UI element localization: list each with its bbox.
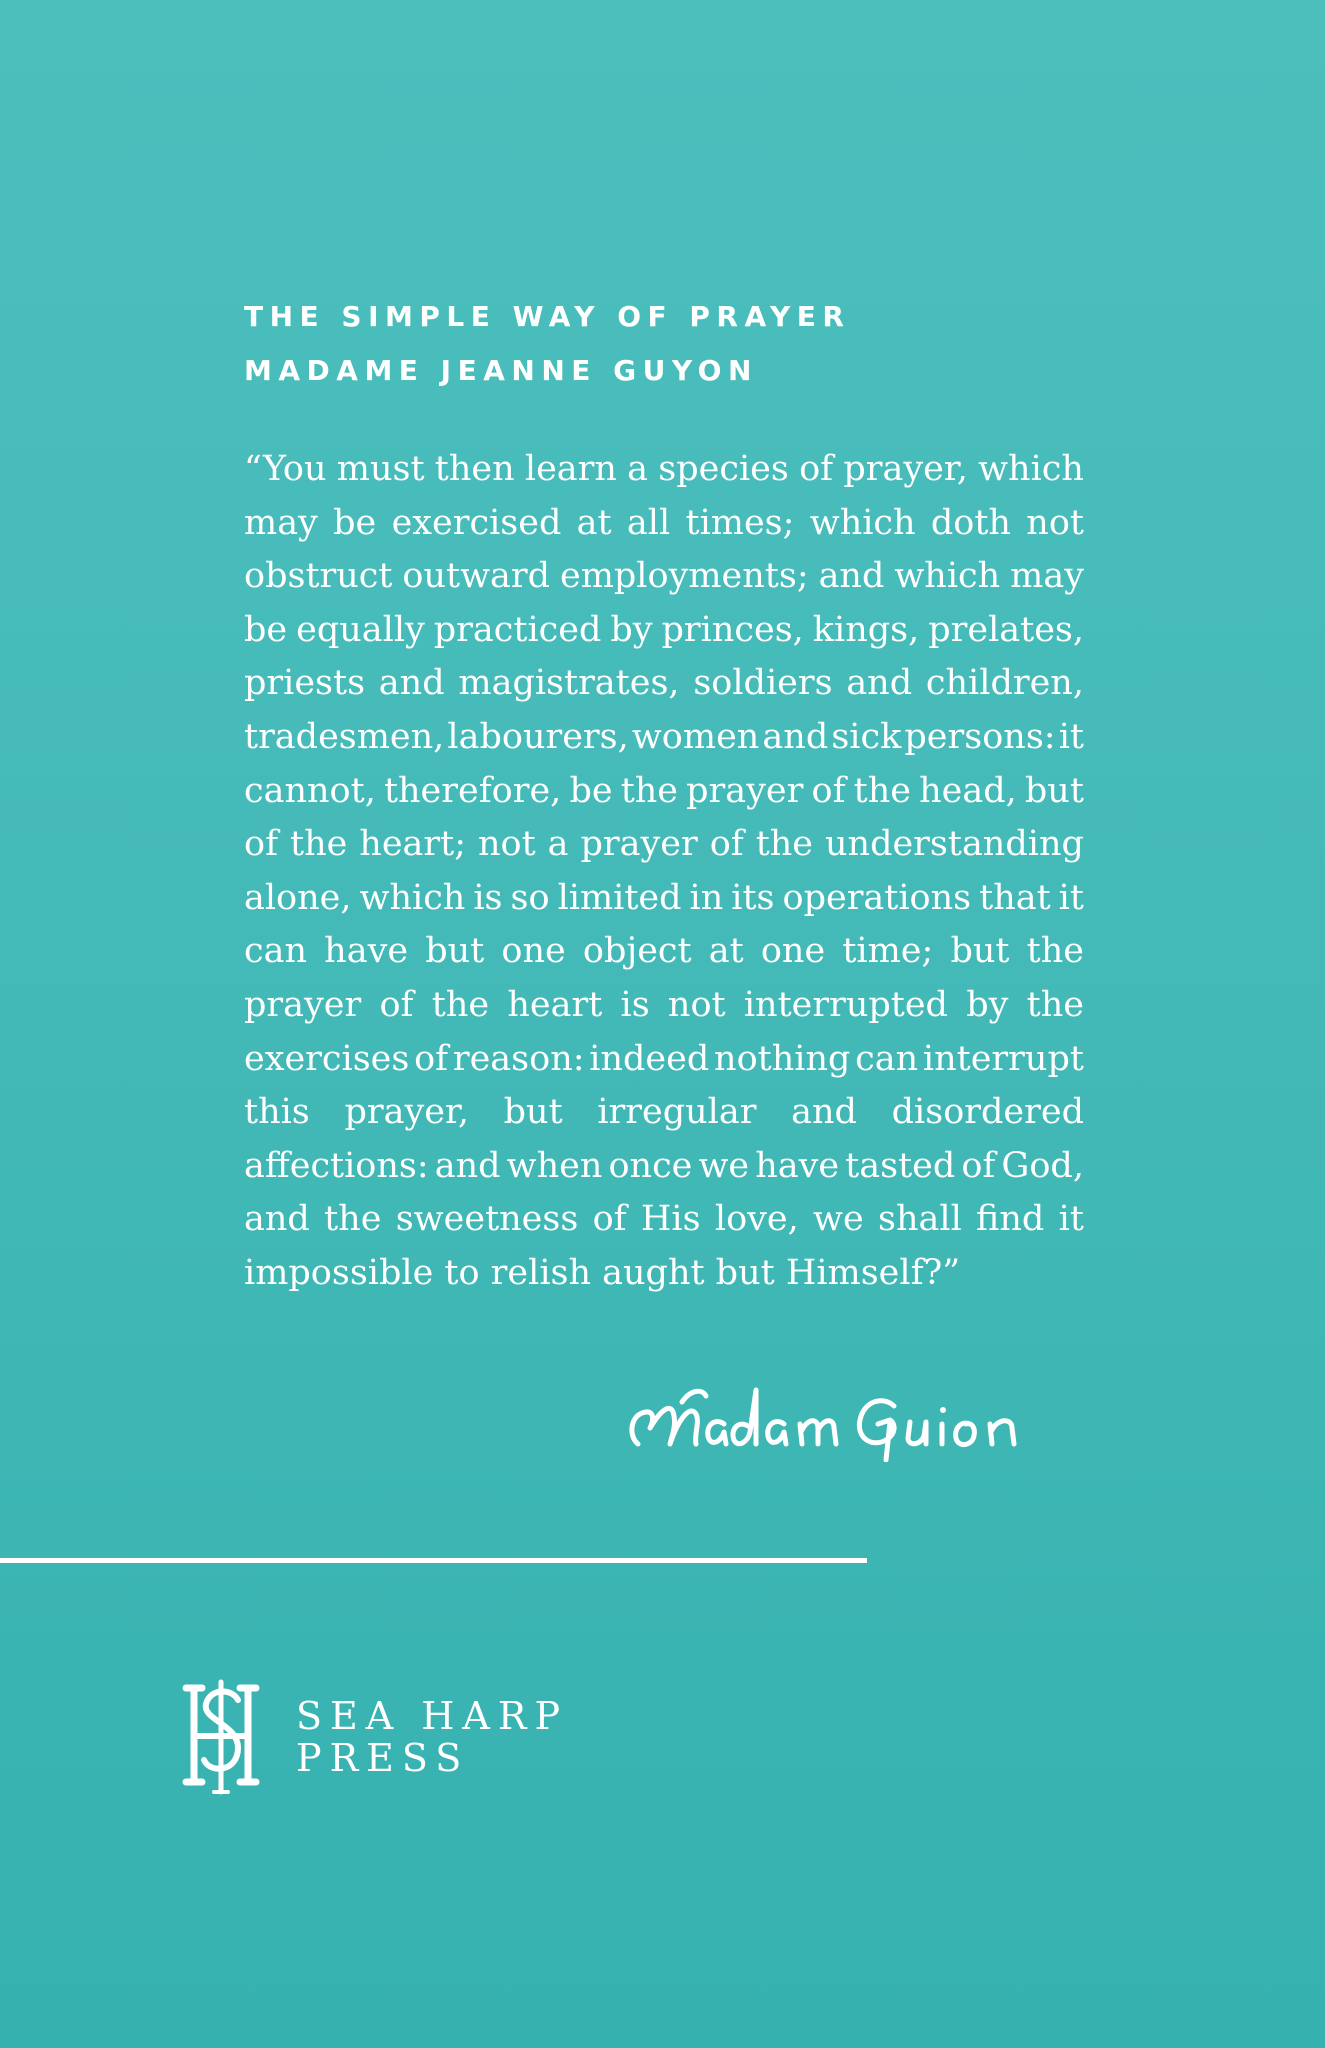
quote-word: is xyxy=(620,984,650,1025)
quote-word: and xyxy=(434,1145,501,1186)
quote-word: the xyxy=(755,824,814,865)
quote-text xyxy=(244,443,1084,1301)
quote-word: magistrates, xyxy=(458,663,680,704)
quote-line xyxy=(244,657,1084,711)
quote-word: time; xyxy=(842,931,934,972)
cover-header xyxy=(244,290,1084,398)
quote-word: by xyxy=(966,984,1009,1025)
author-signature xyxy=(620,1362,1090,1462)
quote-word: we xyxy=(813,1199,864,1240)
quote-word: a xyxy=(627,449,649,489)
quote-word: one xyxy=(760,931,826,972)
quote-word: not xyxy=(667,984,726,1025)
quote-line xyxy=(244,443,1084,497)
quote-word: of xyxy=(709,824,744,865)
quote-word: all xyxy=(626,502,671,543)
quote-line xyxy=(244,497,1084,551)
quote-line xyxy=(244,604,1084,658)
quote-word: interrupted xyxy=(743,984,948,1025)
quote-word: so xyxy=(510,877,550,918)
quote-line xyxy=(244,1086,1084,1140)
quote-word: have xyxy=(755,1145,840,1186)
quote-word: its xyxy=(731,877,775,918)
quote-word: it xyxy=(1058,1199,1084,1240)
quote-word: His xyxy=(640,1199,701,1240)
quote-word: when xyxy=(506,1145,603,1186)
horizontal-divider xyxy=(0,1558,867,1563)
quote-word: women xyxy=(631,716,760,757)
quote-line xyxy=(244,925,1084,979)
quote-word: but xyxy=(503,1092,563,1133)
quote-word: affections: xyxy=(244,1145,429,1186)
quote-word: which xyxy=(359,877,466,918)
quote-word: of xyxy=(379,984,414,1025)
quote-word: of xyxy=(811,770,846,811)
quote-line xyxy=(244,711,1084,765)
quote-word: species xyxy=(658,449,789,489)
quote-word: of xyxy=(592,1199,627,1240)
quote-word: but xyxy=(950,931,1010,972)
quote-word: the xyxy=(1026,984,1084,1025)
quote-word: we xyxy=(698,1145,750,1186)
quote-word: labourers, xyxy=(447,716,629,757)
quote-word: heart; xyxy=(359,824,467,865)
quote-word: outward xyxy=(402,556,551,597)
quote-word: times; xyxy=(685,502,795,543)
quote-word: be xyxy=(333,502,377,543)
quote-word: heart xyxy=(507,984,603,1025)
quote-word: the xyxy=(853,770,911,811)
quote-word: must xyxy=(336,449,425,489)
quote-word: it xyxy=(1058,877,1084,918)
quote-word: and xyxy=(791,1092,857,1133)
quote-word: not xyxy=(1026,502,1084,543)
quote-line xyxy=(244,1247,1084,1301)
quote-word: tasted xyxy=(845,1145,956,1186)
quote-line xyxy=(244,550,1084,604)
quote-word: then xyxy=(434,449,515,489)
quote-word: impossible to relish aught but Himself?” xyxy=(244,1252,961,1293)
quote-word: doth xyxy=(930,502,1011,543)
book-author: MADAME JEANNE GUYON xyxy=(244,354,758,387)
quote-line xyxy=(244,979,1084,1033)
quote-word: exercised xyxy=(391,502,562,543)
publisher-name-line2: PRESS xyxy=(296,1736,470,1780)
quote-word: in xyxy=(689,877,724,918)
quote-word: may xyxy=(244,502,318,543)
quote-word: and xyxy=(378,663,445,704)
quote-word: limited xyxy=(557,877,682,918)
quote-word: kings, xyxy=(812,609,920,650)
quote-word: the xyxy=(290,824,348,865)
quote-word: which xyxy=(809,502,916,543)
quote-word: prelates, xyxy=(928,609,1084,650)
quote-word: at xyxy=(576,502,612,543)
quote-word: equally xyxy=(296,609,425,650)
quote-word: that xyxy=(979,877,1051,918)
quote-word: indeed xyxy=(589,1038,710,1079)
publisher-name xyxy=(296,1695,568,1779)
quote-word: this xyxy=(244,1092,310,1133)
quote-line xyxy=(244,872,1084,926)
quote-word: the xyxy=(1026,931,1084,972)
quote-word: it xyxy=(1058,716,1084,757)
quote-word: princes, xyxy=(661,609,804,650)
quote-word: prayer xyxy=(686,770,804,811)
quote-word: interrupt xyxy=(922,1038,1084,1079)
quote-word: object xyxy=(582,931,692,972)
quote-word: reason: xyxy=(452,1038,585,1079)
quote-word: of xyxy=(961,1145,996,1186)
quote-line xyxy=(244,765,1084,819)
quote-word: can xyxy=(855,1038,919,1079)
quote-word: children, xyxy=(925,663,1084,704)
quote-word: God, xyxy=(1001,1145,1084,1186)
quote-line xyxy=(244,818,1084,872)
quote-line xyxy=(244,1140,1084,1194)
quote-word: once xyxy=(608,1145,693,1186)
quote-word: irregular xyxy=(597,1092,757,1133)
quote-word: learn xyxy=(524,449,617,489)
quote-word: alone, xyxy=(244,877,352,918)
publisher-logo xyxy=(180,1677,568,1797)
quote-word: love, xyxy=(714,1199,799,1240)
quote-line xyxy=(244,1193,1084,1247)
quote-word: prayer xyxy=(244,984,362,1025)
quote-word: shall xyxy=(878,1199,962,1240)
quote-word: by xyxy=(610,609,653,650)
quote-word: “You xyxy=(244,449,327,489)
quote-word: of xyxy=(244,824,279,865)
quote-word: be xyxy=(244,609,288,650)
quote-word: persons: xyxy=(904,716,1056,757)
quote-word: soldiers xyxy=(693,663,833,704)
quote-word: obstruct xyxy=(244,556,393,597)
quote-word: have xyxy=(324,931,409,972)
quote-word: practiced xyxy=(433,609,602,650)
quote-word: prayer, xyxy=(843,449,968,489)
quote-word: tradesmen, xyxy=(244,716,445,757)
quote-word: and xyxy=(762,716,829,757)
quote-word: sweetness xyxy=(395,1199,579,1240)
quote-word: prayer, xyxy=(344,1092,469,1133)
quote-word: and xyxy=(818,556,885,597)
book-title: THE SIMPLE WAY OF PRAYER xyxy=(244,300,851,333)
quote-word: but xyxy=(425,931,485,972)
quote-word: of xyxy=(799,449,834,489)
quote-line xyxy=(244,1033,1084,1087)
quote-word: be xyxy=(569,770,613,811)
quote-word: but xyxy=(1024,770,1084,811)
quote-word: sick xyxy=(831,716,902,757)
quote-word: can xyxy=(244,931,308,972)
quote-word: operations xyxy=(782,877,972,918)
quote-word: nothing xyxy=(714,1038,851,1079)
quote-word: head, xyxy=(919,770,1017,811)
quote-word: may xyxy=(1010,556,1084,597)
quote-word: a xyxy=(547,824,569,865)
quote-word: employments; xyxy=(560,556,809,597)
quote-word: and xyxy=(244,1199,310,1240)
quote-word: one xyxy=(501,931,566,972)
quote-word: the xyxy=(324,1199,382,1240)
quote-word: priests xyxy=(244,663,366,704)
quote-word: therefore, xyxy=(383,770,562,811)
quote-word: disordered xyxy=(891,1092,1084,1133)
quote-word: prayer xyxy=(580,824,698,865)
quote-word: is xyxy=(473,877,503,918)
quote-word: not xyxy=(477,824,536,865)
quote-word: cannot, xyxy=(244,770,376,811)
quote-word: which xyxy=(978,449,1084,489)
quote-word: find xyxy=(976,1199,1045,1240)
quote-word: at xyxy=(708,931,744,972)
quote-word: the xyxy=(431,984,490,1025)
quote-word: understanding xyxy=(824,824,1084,865)
quote-word: the xyxy=(620,770,679,811)
sea-harp-press-monogram-icon xyxy=(180,1678,262,1796)
quote-word: which xyxy=(894,556,1001,597)
quote-word: exercises xyxy=(244,1038,410,1079)
publisher-name-line1: SEA HARP xyxy=(296,1694,569,1738)
quote-word: and xyxy=(846,663,913,704)
quote-word: of xyxy=(414,1038,449,1079)
